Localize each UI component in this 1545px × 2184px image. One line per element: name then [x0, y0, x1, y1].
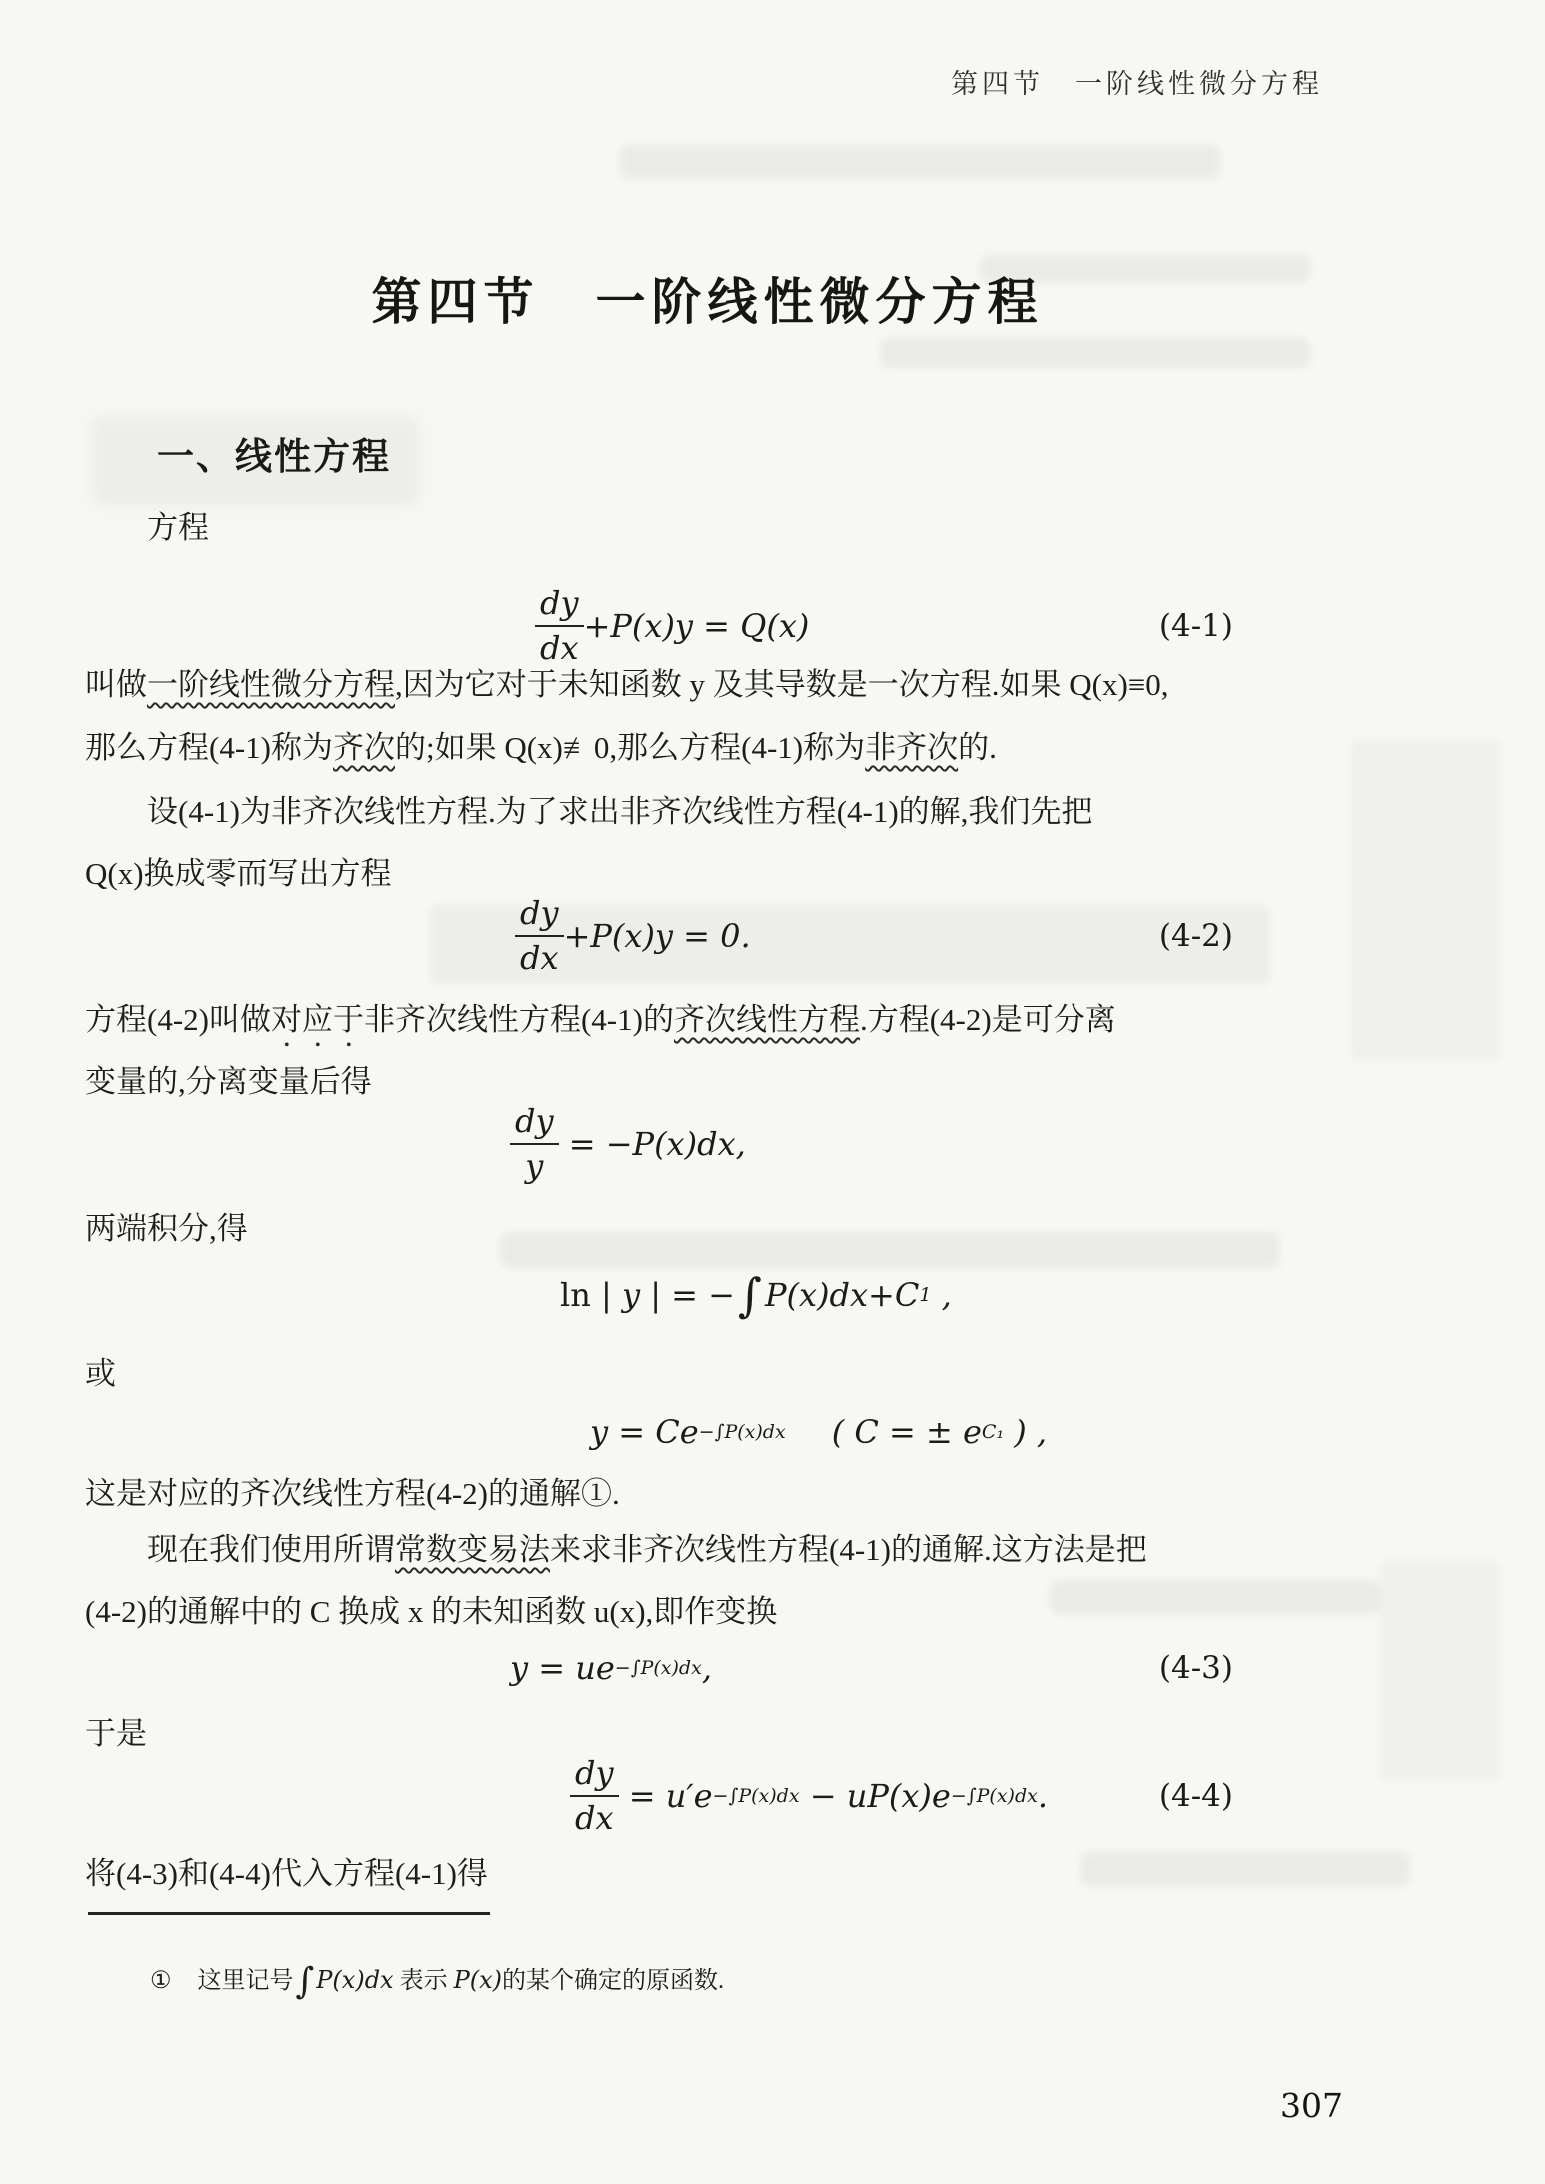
wavy-term-nonhomogeneous: 非齐次 [865, 730, 959, 765]
paragraph-line [85, 663, 1337, 707]
equation-content [510, 1103, 746, 1185]
paragraph-line [85, 726, 1337, 770]
text-run: 或 [85, 1356, 116, 1391]
scan-bleed-artifact [880, 338, 1310, 368]
scan-bleed-artifact [1350, 740, 1500, 1060]
text-run: 叫做 [85, 667, 147, 702]
subscript-1: 1 [919, 1284, 932, 1306]
equation-body: . [1037, 1777, 1049, 1815]
exponent: −∫P(x)dx [614, 1657, 702, 1679]
equation-number: (4-2) [1158, 918, 1233, 954]
footnote-math: P(x)dx [316, 1966, 394, 1994]
scan-bleed-artifact [620, 145, 1220, 179]
wavy-term-homogeneous-linear-equation: 齐次线性方程 [673, 1002, 860, 1037]
text-run: 设(4-1)为非齐次线性方程.为了求出非齐次线性方程(4-1)的解,我们先把 [147, 794, 1093, 829]
exponent: C₁ [981, 1421, 1005, 1443]
text-run: 现在我们使用所谓 [147, 1532, 395, 1567]
equation-4-2 [85, 880, 1233, 992]
scan-bleed-artifact [1380, 1560, 1500, 1780]
text-run: 非齐次线性方程(4-1)的 [363, 1002, 674, 1037]
text-run: .方程(4-2)是可分离 [859, 1002, 1116, 1037]
fraction-denominator: dx [520, 939, 559, 977]
equation-body: y = ue [510, 1649, 615, 1687]
running-head: 第四节 一阶线性微分方程 [951, 69, 1323, 99]
text-run: 来求非齐次线性方程(4-1)的通解.这方法是把 [550, 1532, 1147, 1567]
text-run: 方程(4-2)叫做 [85, 1002, 271, 1037]
text-run: (4-2)的通解中的 C 换成 x 的未知函数 u(x),即作变换 [85, 1594, 778, 1629]
equation-content [535, 585, 809, 667]
wavy-term-homogeneous: 齐次 [332, 730, 395, 765]
fraction-dy-dx [570, 1755, 619, 1837]
equation-4-3 [85, 1633, 1233, 1703]
equation-content: ln | y | = − ∫ P(x)dx+C 1 , [560, 1268, 952, 1322]
equation-content [570, 1755, 1048, 1837]
equation-body: ) , [1004, 1413, 1048, 1451]
paragraph-line [85, 1352, 1337, 1396]
paragraph-line [85, 1590, 1337, 1634]
equation-number: (4-1) [1158, 608, 1233, 644]
equation-body: +P(x)y = Q(x) [583, 607, 810, 645]
fraction-denominator: dx [575, 1799, 614, 1837]
text-run: 方程 [147, 510, 209, 545]
equation-body: , [701, 1649, 712, 1687]
equation-body: y = Ce [590, 1413, 699, 1451]
exponent: −∫P(x)dx [712, 1785, 800, 1807]
equation-body: P(x)dx+C [764, 1276, 920, 1314]
equation-ln-integral [85, 1255, 1233, 1335]
paragraph-line [85, 998, 1337, 1054]
exponent: −∫P(x)dx [950, 1785, 1038, 1807]
equation-body: ( C = ± e [831, 1413, 982, 1451]
fraction-numerator: dy [570, 1755, 619, 1797]
equation-body: | y | = − [590, 1276, 735, 1314]
emphasized-term-corresponding: 对应于 [270, 1002, 364, 1037]
footnote-divider [88, 1912, 490, 1915]
paragraph-line [85, 1528, 1399, 1572]
fraction-denominator: dx [540, 629, 579, 667]
text-run: 那么方程(4-1)称为 [85, 730, 333, 765]
fraction-numerator: dy [515, 895, 564, 937]
text-run: 表示 [393, 1968, 454, 1994]
fraction-numerator: dy [510, 1103, 559, 1145]
integral-sign: ∫ [295, 1961, 315, 2002]
text-run: 于是 [85, 1716, 147, 1751]
section-heading: 一、线性方程 [157, 436, 391, 477]
text-run: 将(4-3)和(4-4)代入方程(4-1)得 [85, 1856, 488, 1891]
equation-body: +P(x)y = 0. [563, 917, 751, 955]
text-run: 两端积分,得 [85, 1211, 248, 1246]
fraction-numerator: dy [535, 585, 584, 627]
page-number: 307 [1280, 2086, 1343, 2125]
text-run: 的某个确定的原函数. [502, 1968, 725, 1994]
text-run: 的. [958, 730, 997, 765]
paragraph-line [85, 1472, 1337, 1516]
paragraph-line [85, 1207, 1337, 1251]
text-run: 这是对应的齐次线性方程(4-2)的通解①. [85, 1476, 620, 1511]
footnote-math: P(x) [453, 1966, 503, 1994]
exponent: −∫P(x)dx [698, 1421, 786, 1443]
text-run: 这里记号 [197, 1968, 294, 1994]
equation-content [515, 895, 751, 977]
paragraph-line [85, 1852, 1337, 1896]
equation-body: = −P(x)dx, [558, 1125, 746, 1163]
fraction-denominator: y [525, 1147, 544, 1185]
equation-number: (4-3) [1158, 1650, 1233, 1686]
footnote [85, 1960, 1185, 2002]
equation-body: , [931, 1276, 952, 1314]
footnote-marker: ① [150, 1968, 172, 1994]
fraction-dy-dx [535, 585, 584, 667]
text-run: ,因为它对于未知函数 y 及其导数是一次方程.如果 Q(x)≡0, [395, 667, 1169, 702]
equation-content [590, 1413, 1047, 1451]
text-run: Q(x)换成零而写出方程 [85, 856, 392, 891]
paragraph-line [85, 790, 1399, 834]
equation-content [510, 1649, 712, 1687]
equation-dy-over-y [85, 1088, 1233, 1200]
ln-operator: ln [560, 1276, 591, 1314]
equation-4-4 [85, 1740, 1233, 1852]
wavy-term-first-order-linear-ode: 一阶线性微分方程 [147, 667, 395, 702]
equation-general-solution-homogeneous [85, 1397, 1233, 1467]
wavy-term-variation-of-constants: 常数变易法 [395, 1532, 550, 1567]
text-run: 的;如果 Q(x)≢0,那么方程(4-1)称为 [394, 730, 866, 765]
fraction-dy-y [510, 1103, 559, 1185]
page-title: 第四节 一阶线性微分方程 [371, 274, 1044, 330]
equation-body: − uP(x)e [799, 1777, 951, 1815]
paragraph-line [85, 506, 1399, 550]
equation-body: = u′e [618, 1777, 713, 1815]
fraction-dy-dx [515, 895, 564, 977]
text-run: 变量的,分离变量后得 [85, 1064, 372, 1099]
equation-number: (4-4) [1158, 1778, 1233, 1814]
